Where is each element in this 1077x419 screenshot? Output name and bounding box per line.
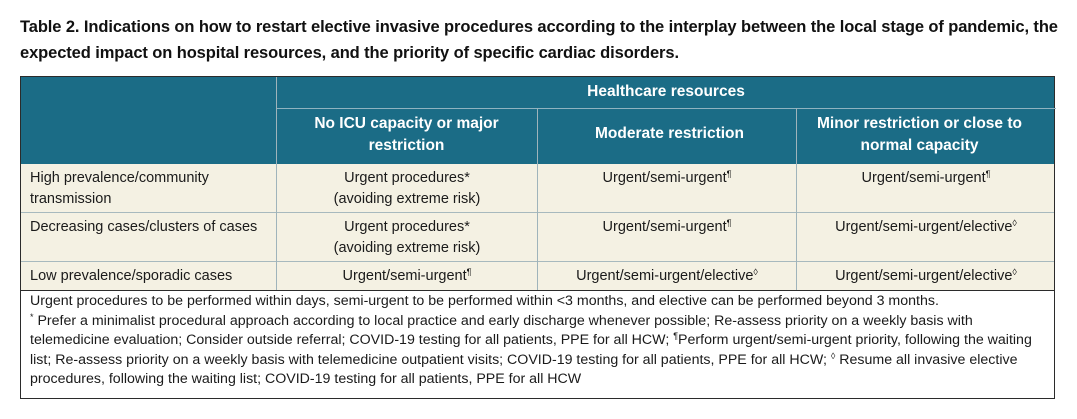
table-cell: Urgent procedures* (avoiding extreme risk) [333,170,481,207]
table-cell: Urgent/semi-urgent/elective◊ [576,267,758,284]
table-cell: Urgent/semi-urgent/elective◊ [835,218,1017,235]
table-cell: Urgent/semi-urgent¶ [602,218,732,235]
table-cell: Urgent/semi-urgent¶ [861,169,991,186]
column-divider [796,108,797,290]
table-cell: Urgent/semi-urgent¶ [342,267,472,284]
table-cell: Urgent/semi-urgent¶ [602,169,732,186]
column-header-minor: Minor restriction or close to normal capacity [817,115,1022,154]
column-divider [537,108,538,290]
table-cell: Urgent procedures* (avoiding extreme risk) [333,219,481,256]
indications-table [20,76,1055,399]
footnote-body: * Prefer a minimalist procedural approach according to local practice and early discharge whenever possible; Re-assess priority on a weekly basis with telemedicine evaluation; Consider outside referral; COVID-19 testing for all patients, PPE for all HCW; ¶Perform urgent/semi-urgent priority, following the waiting list; Re-assess priority on a weekly basis with telemedicine outpatient visits; COVID-19 testing for all patients, PPE for all HCW; ◊ Resume all invasive elective procedures, following the waiting list; COVID-19 testing for all patients, PPE for all HCW [30,311,1032,387]
row-label: Decreasing cases/clusters of cases [30,219,258,235]
table-cell: Urgent/semi-urgent/elective◊ [835,267,1017,284]
header-divider [276,108,1056,109]
row-divider [21,290,1054,291]
table-footnote [30,292,1045,390]
column-header-moderate: Moderate restriction [594,125,744,142]
table-caption: Table 2. Indications on how to restart elective invasive procedures according to the interplay between the local stage of pandemic, the expected impact on hospital resources, and the priority of specific cardiac disorders. [20,18,1058,62]
row-label: High prevalence/community transmission [30,170,209,207]
footnote-intro: Urgent procedures to be performed within days, semi-urgent to be performed within <3 months, and elective can be performed beyond 3 months. [30,293,939,309]
header-group-label: Healthcare resources [587,83,745,100]
row-label: Low prevalence/sporadic cases [30,268,233,284]
column-header-no-icu: No ICU capacity or major restriction [314,115,499,154]
